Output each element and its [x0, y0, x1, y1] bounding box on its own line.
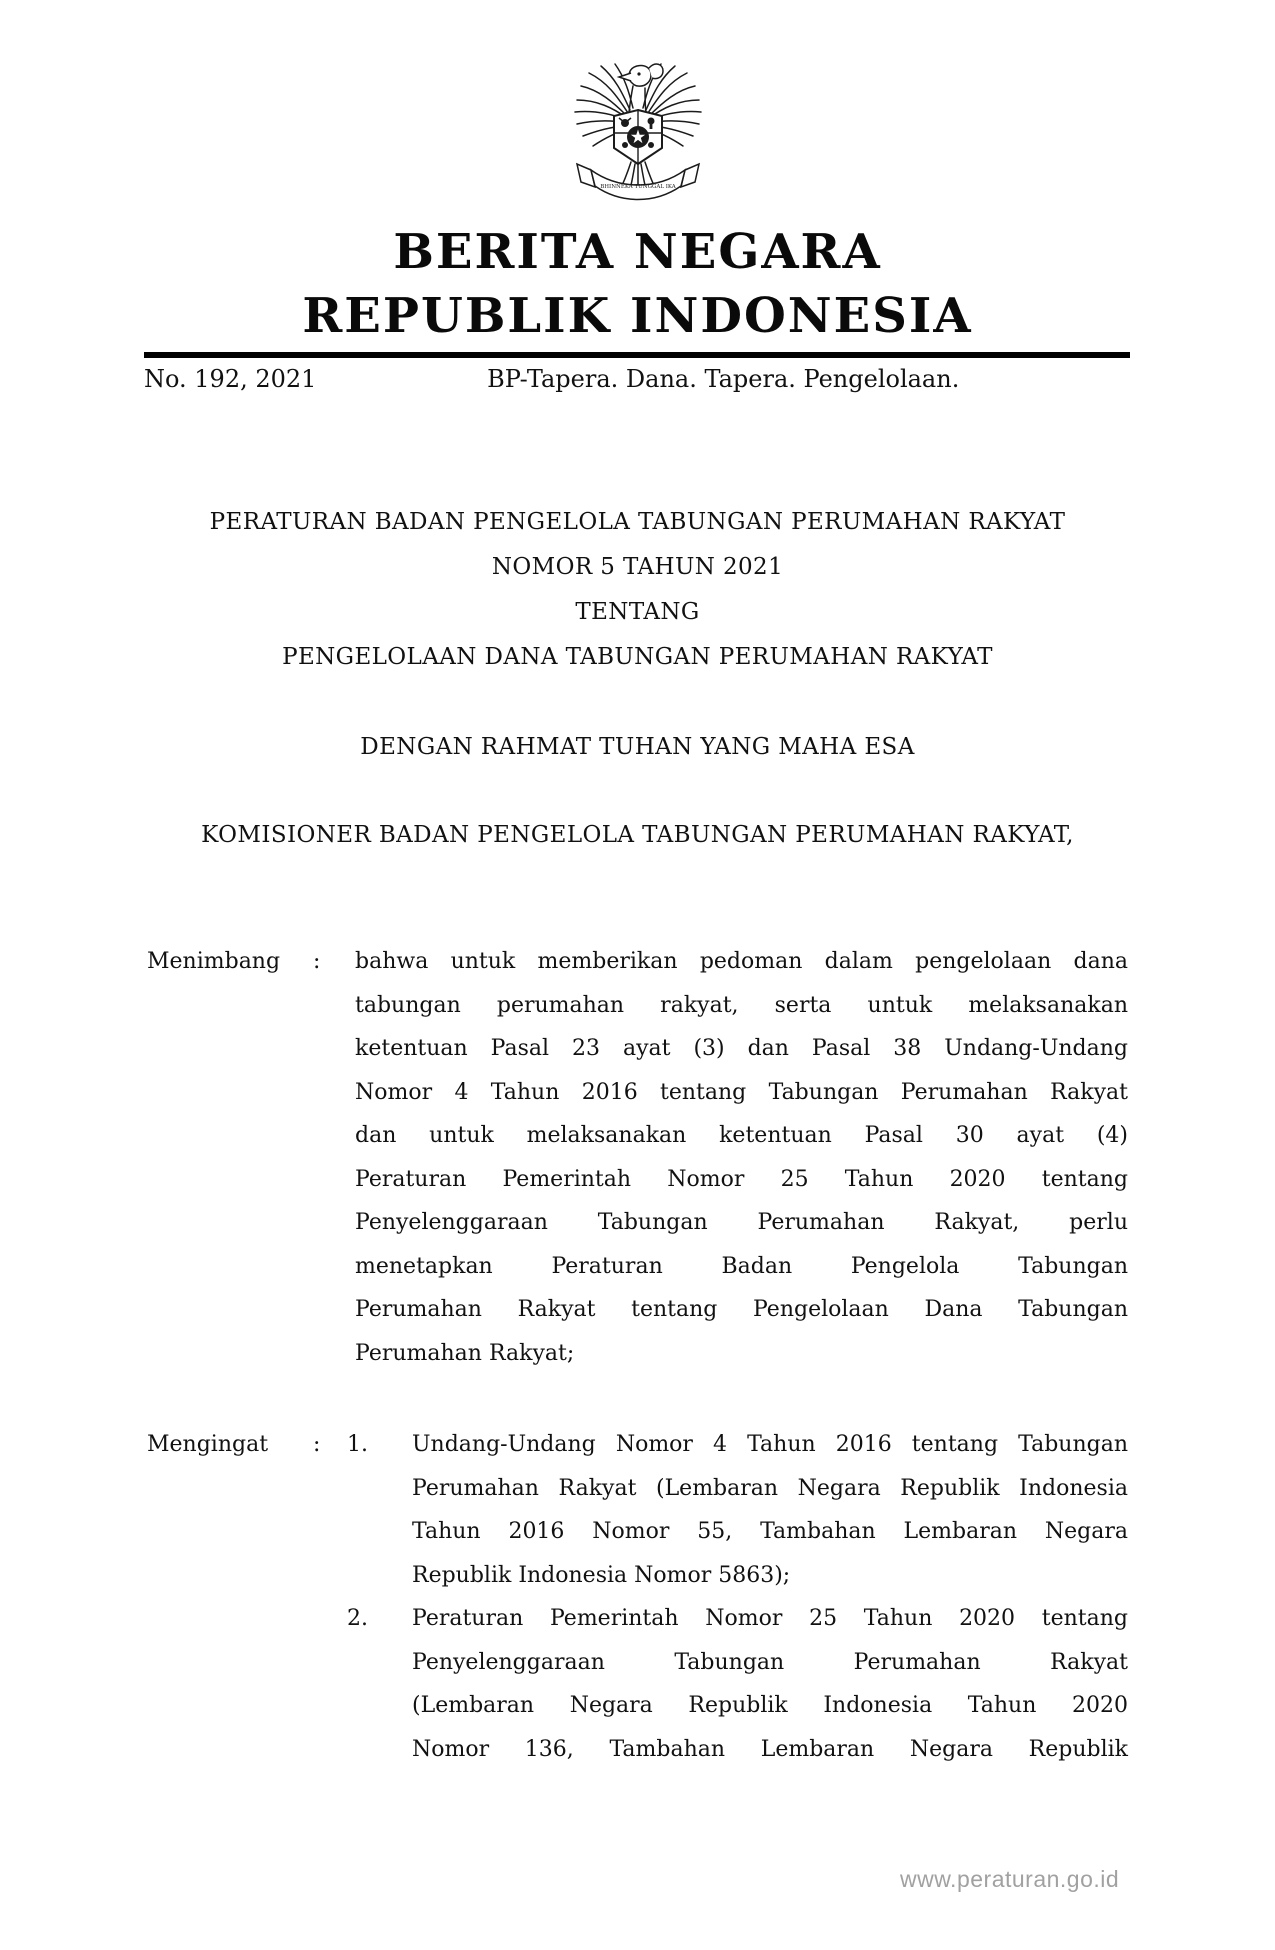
menimbang-line: Peraturan Pemerintah Nomor 25 Tahun 2020 tentang: [355, 1166, 1128, 1192]
mengingat-item-1: [347, 1423, 1128, 1597]
masthead-line1: BERITA NEGARA: [393, 224, 882, 280]
mengingat-line: Republik Indonesia Nomor 5863);: [412, 1562, 791, 1588]
mengingat-line: Penyelenggaraan Tabungan Perumahan Rakyat: [412, 1649, 1128, 1675]
item-number: 1.: [347, 1432, 368, 1457]
mengingat-line: Nomor 136, Tambahan Lembaran Negara Republik: [412, 1736, 1128, 1762]
watermark-url: www.peraturan.go.id: [900, 1866, 1120, 1892]
issuing-official-line: KOMISIONER BADAN PENGELOLA TABUNGAN PERUMAHAN RAKYAT,: [201, 822, 1074, 848]
mengingat-item-2: [347, 1597, 1128, 1771]
title-line-1: PERATURAN BADAN PENGELOLA TABUNGAN PERUMAHAN RAKYAT: [209, 509, 1066, 535]
mengingat-line: Perumahan Rakyat (Lembaran Negara Republik Indonesia: [412, 1475, 1128, 1501]
subject-line: BP-Tapera. Dana. Tapera. Pengelolaan.: [487, 365, 960, 393]
invocation-line: DENGAN RAHMAT TUHAN YANG MAHA ESA: [360, 734, 915, 760]
menimbang-line: bahwa untuk memberikan pedoman dalam pengelolaan dana: [355, 949, 1128, 974]
preamble: [147, 940, 1128, 1771]
mengingat-section: [147, 1423, 1128, 1771]
garuda-emblem-svg: [567, 56, 709, 208]
title-line-4: PENGELOLAAN DANA TABUNGAN PERUMAHAN RAKYAT: [282, 644, 993, 670]
menimbang-label: Menimbang: [147, 949, 281, 974]
mengingat-line: Undang-Undang Nomor 4 Tahun 2016 tentang Tabungan: [412, 1432, 1128, 1457]
menimbang-line: ketentuan Pasal 23 ayat (3) dan Pasal 38 Undang-Undang: [355, 1036, 1128, 1061]
mengingat-line: Tahun 2016 Nomor 55, Tambahan Lembaran Negara: [412, 1519, 1128, 1544]
menimbang-line: Penyelenggaraan Tabungan Perumahan Rakyat, perlu: [355, 1210, 1128, 1235]
menimbang-line: Nomor 4 Tahun 2016 tentang Tabungan Perumahan Rakyat: [355, 1079, 1128, 1105]
mengingat-list: [347, 1423, 1128, 1771]
masthead-line2: REPUBLIK INDONESIA: [302, 288, 973, 344]
gazette-number: No. 192, 2021: [144, 365, 317, 393]
mengingat-line: (Lembaran Negara Republik Indonesia Tahun 2020: [412, 1693, 1128, 1718]
item-text: [412, 1597, 1128, 1771]
item-number: 2.: [347, 1606, 368, 1631]
item-text: [412, 1423, 1128, 1597]
menimbang-line: Perumahan Rakyat tentang Pengelolaan Dana Tabungan: [355, 1297, 1128, 1322]
menimbang-colon: :: [313, 949, 321, 974]
title-line-2: NOMOR 5 TAHUN 2021: [491, 554, 784, 580]
emblem-motto: BHINNEKA TUNGGAL IKA: [599, 184, 676, 190]
byline: [144, 362, 1130, 396]
menimbang-line: dan untuk melaksanakan ketentuan Pasal 30 ayat (4): [355, 1123, 1128, 1148]
menimbang-paragraph: [355, 940, 1128, 1375]
garuda-pancasila-emblem-icon: [567, 56, 709, 208]
header-rule: [144, 352, 1130, 358]
menimbang-line: menetapkan Peraturan Badan Pengelola Tabungan: [355, 1253, 1128, 1279]
mengingat-colon: :: [313, 1432, 321, 1457]
mengingat-label: Mengingat: [147, 1432, 269, 1457]
menimbang-section: [147, 940, 1128, 1375]
section-spacer: [147, 1375, 1128, 1423]
menimbang-line: Perumahan Rakyat;: [355, 1340, 575, 1366]
title-line-3: TENTANG: [575, 599, 700, 625]
mengingat-line: Peraturan Pemerintah Nomor 25 Tahun 2020 tentang: [412, 1606, 1128, 1631]
menimbang-line: tabungan perumahan rakyat, serta untuk melaksanakan: [355, 992, 1128, 1018]
regulation-title-block: [0, 500, 1275, 680]
